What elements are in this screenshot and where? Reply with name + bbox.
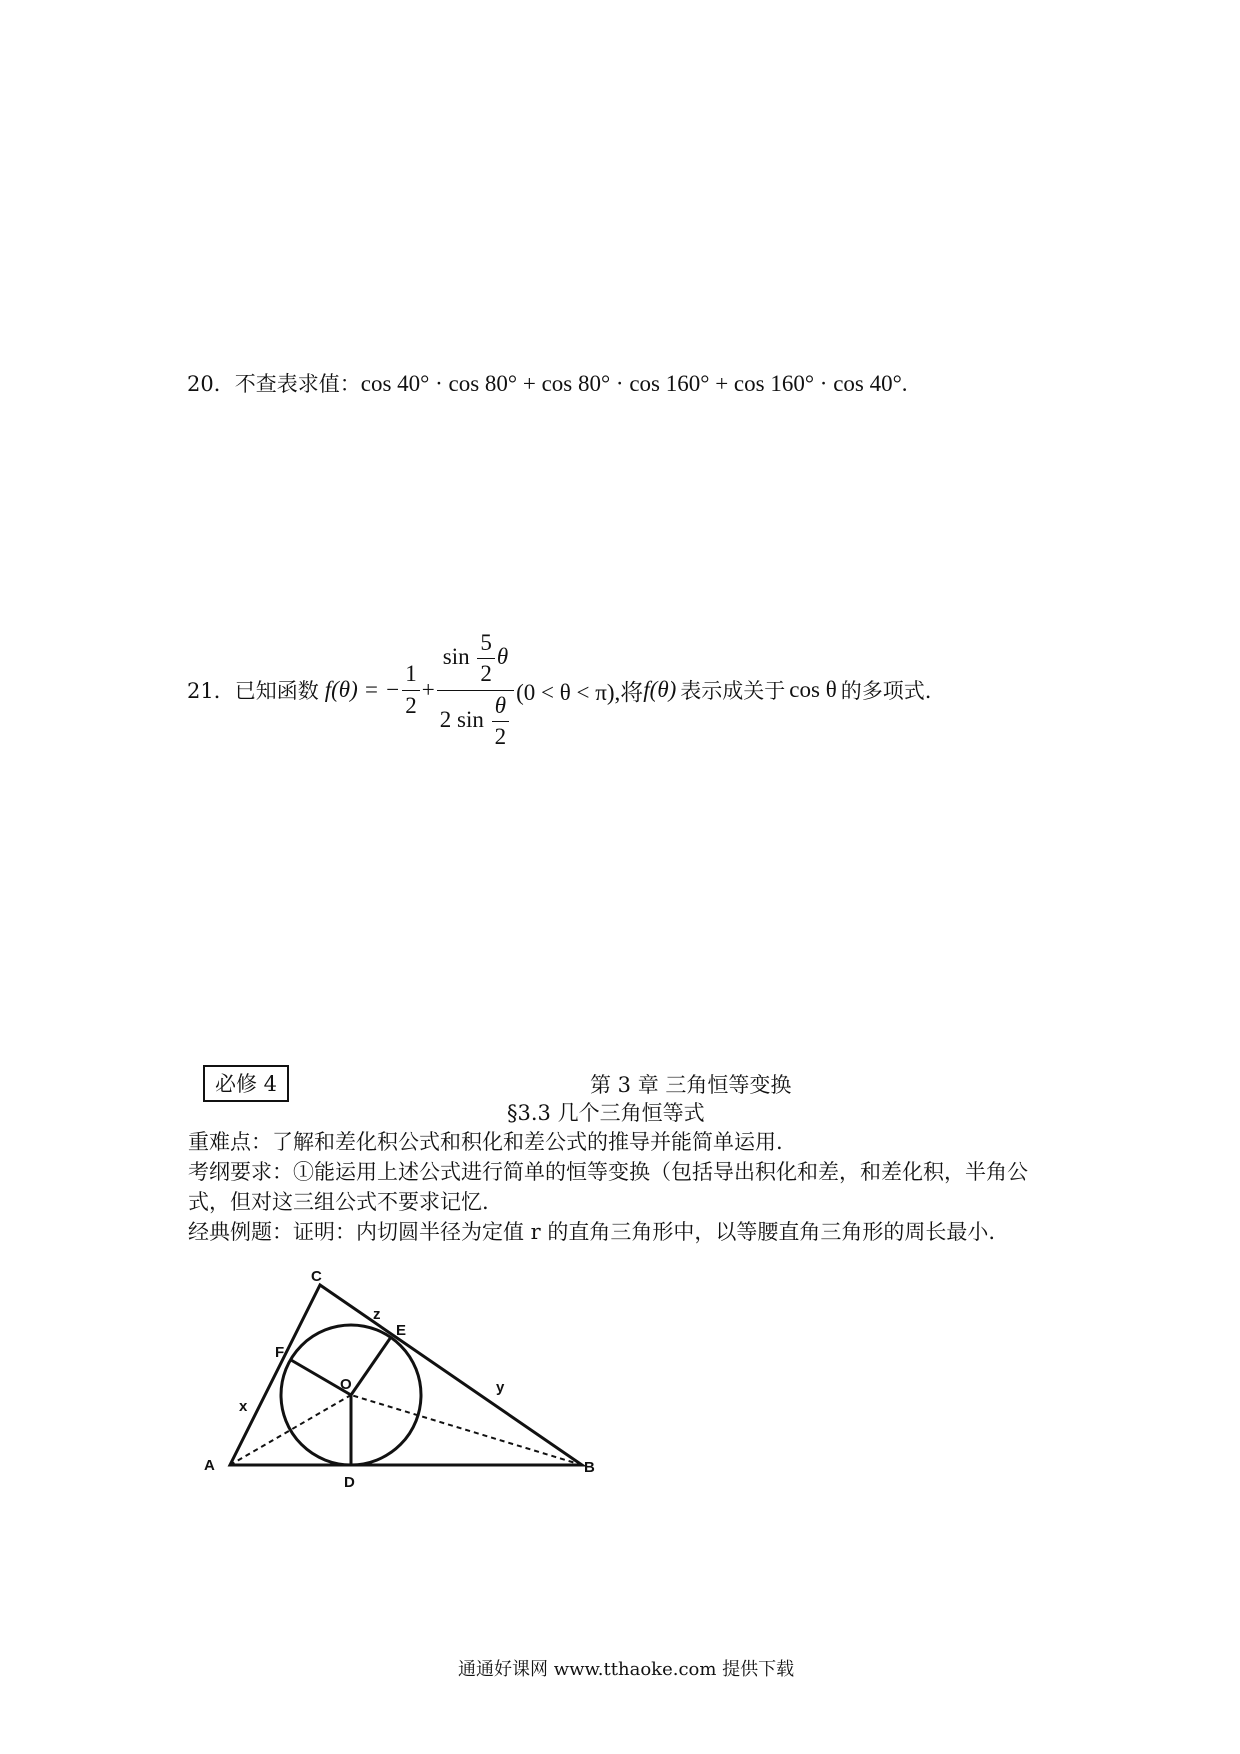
problem-21-cos: cos θ	[789, 677, 837, 703]
label-e: E	[396, 1322, 407, 1339]
label-o: O	[340, 1376, 352, 1393]
problem-21-tail: 的多项式.	[840, 679, 932, 704]
problem-20-prompt: 不查表求值：	[234, 372, 361, 396]
requirements-line-1: 考纲要求：①能运用上述公式进行简单的恒等变换（包括导出积化和差，和差化积，半角公	[188, 1160, 1028, 1184]
problem-21-number: 21．	[187, 679, 235, 704]
half-fraction: $\frac{1}{2}$	[402, 661, 420, 719]
problem-20-end: .	[901, 371, 908, 396]
label-f: F	[275, 1344, 285, 1361]
label-y: y	[496, 1379, 505, 1396]
problem-20-expression: cos 40° · cos 80° + cos 80° · cos 160° + cos 160° · cos 40°	[360, 371, 902, 396]
label-c: C	[311, 1268, 322, 1285]
sine-ratio-fraction: sin $\frac{5}{2}$ θ 2 sin $\frac{\theta}{2}$	[437, 630, 514, 751]
problem-20	[187, 368, 908, 398]
problem-21-function-2: f(θ)	[643, 677, 677, 703]
problem-21-prompt: 已知函数	[234, 679, 319, 704]
label-z: z	[373, 1306, 381, 1323]
plus-sign: +	[421, 677, 435, 703]
radius-oe	[351, 1337, 391, 1395]
label-b: B	[584, 1459, 595, 1476]
label-a: A	[204, 1457, 215, 1474]
problem-21-function: f(θ) = −	[324, 677, 401, 703]
problem-21	[187, 630, 931, 751]
key-points: 重难点：了解和差化积公式和积化和差公式的推导并能简单运用.	[188, 1130, 783, 1154]
label-x: x	[239, 1398, 248, 1415]
module-badge: 必修 4	[203, 1065, 289, 1102]
problem-21-middle: 表示成关于	[680, 679, 786, 704]
footer: 通通好课网 www.tthaoke.com 提供下载	[458, 1659, 795, 1680]
example: 经典例题：证明：内切圆半径为定值 r 的直角三角形中，以等腰直角三角形的周长最小.	[188, 1220, 996, 1244]
chapter-title: 第 3 章 三角恒等变换	[590, 1073, 792, 1097]
problem-20-number: 20．	[187, 372, 235, 396]
section-title: §3.3 几个三角恒等式	[507, 1101, 705, 1125]
problem-21-domain: (0 < θ < π),将	[516, 679, 644, 705]
requirements-line-2: 式，但对这三组公式不要求记忆.	[188, 1190, 489, 1214]
label-d: D	[344, 1474, 355, 1491]
incircle-triangle-figure	[190, 1265, 630, 1495]
